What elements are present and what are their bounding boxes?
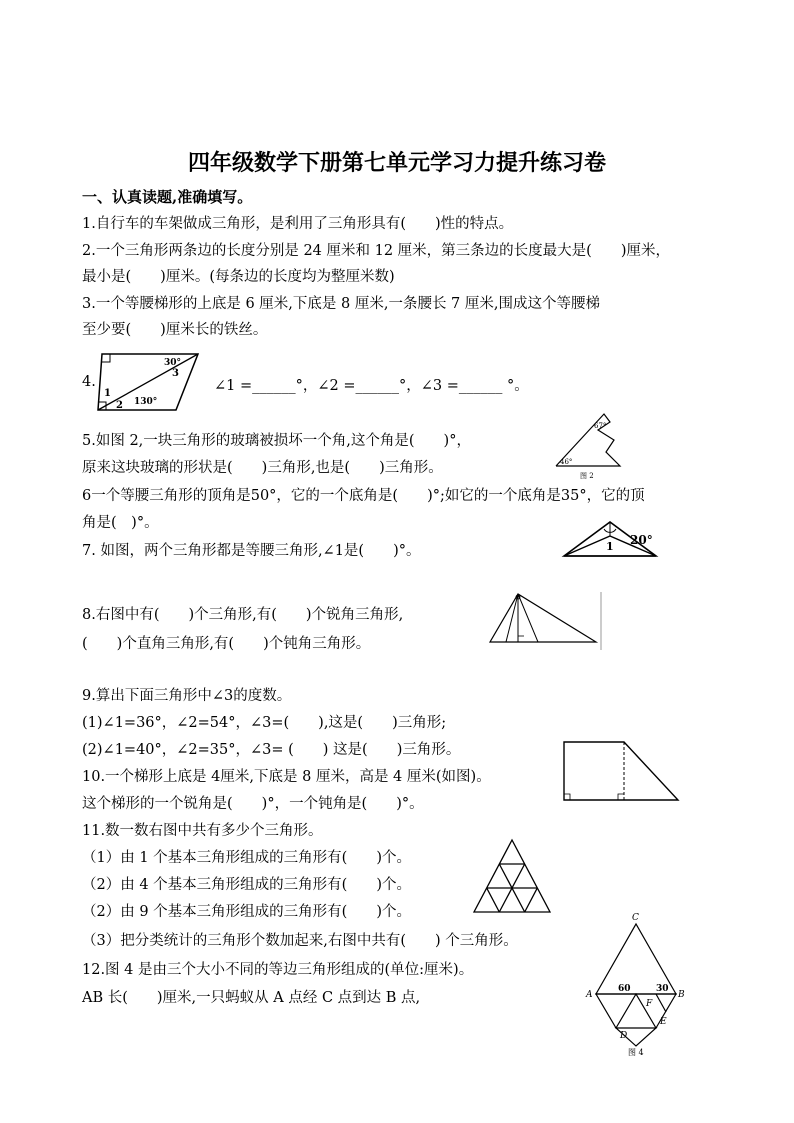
question-11-part2: （2）由 4 个基本三角形组成的三角形有( )个。 — [82, 877, 411, 893]
question-3-line2: 至少要( )厘米长的铁丝。 — [82, 322, 268, 338]
angle-1-label: 1 — [606, 540, 614, 553]
question-9-part1: (1)∠1=36°，∠2=54°，∠3=( ),这是( )三角形; — [82, 715, 447, 731]
question-7: 7. 如图，两个三角形都是等腰三角形,∠1是( )°。 — [82, 543, 421, 559]
page-title: 四年级数学下册第七单元学习力提升练习卷 — [187, 150, 606, 176]
figure-q4-parallelogram — [94, 350, 204, 416]
question-11: 11.数一数右图中共有多少个三角形。 — [82, 823, 323, 839]
question-9: 9.算出下面三角形中∠3的度数。 — [82, 688, 292, 704]
figure-2-caption: 图 2 — [580, 472, 594, 480]
question-11-part4: （3）把分类统计的三角形个数加起来,右图中共有( ) 个三角形。 — [82, 933, 518, 949]
point-c-label: C — [632, 913, 639, 923]
angle-67-label: 67° — [594, 422, 607, 430]
angle-3-label: 3 — [172, 368, 179, 379]
question-4-number: 4. — [82, 374, 96, 390]
question-8-line1: 8.右图中有( )个三角形,有( )个锐角三角形, — [82, 607, 404, 623]
length-60-label: 60 — [618, 984, 631, 994]
question-4-blanks: ∠1 =______°，∠2 =______°，∠3 =______ °。 — [214, 378, 529, 394]
angle-2-label: 2 — [116, 400, 123, 411]
section-heading: 一、认真读题,准确填写。 — [82, 188, 253, 206]
question-2-line2: 最小是( )厘米。(每条边的长度均为整厘米数) — [82, 269, 395, 285]
point-e-label: E — [660, 1017, 667, 1027]
point-f-label: F — [646, 999, 653, 1009]
question-3-line1: 3.一个等腰梯形的上底是 6 厘米,下底是 8 厘米,一条腰长 7 厘米,围成这个等腰梯 — [82, 296, 600, 312]
angle-1-label: 1 — [104, 388, 111, 399]
point-a-label: A — [586, 990, 593, 1000]
question-12-line1: 12.图 4 是由三个大小不同的等边三角形组成的(单位:厘米)。 — [82, 962, 474, 978]
question-9-part2: (2)∠1=40°，∠2=35°，∠3= ( ) 这是( )三角形。 — [82, 742, 461, 758]
question-11-part1: （1）由 1 个基本三角形组成的三角形有( )个。 — [82, 850, 411, 866]
question-6-line2: 角是( )°。 — [82, 515, 159, 531]
question-6-line1: 6一个等腰三角形的顶角是50°，它的一个底角是( )°;如它的一个底角是35°，它的顶 — [82, 488, 645, 504]
figure-q8-triangles — [486, 590, 604, 652]
point-d-label: D — [620, 1031, 628, 1041]
figure-q12-equilateral-triangles — [580, 908, 692, 1058]
angle-130-label: 130° — [134, 397, 158, 407]
question-1: 1.自行车的车架做成三角形，是利用了三角形具有( )性的特点。 — [82, 216, 514, 232]
question-12-line2: AB 长( )厘米,一只蚂蚁从 A 点经 C 点到达 B 点, — [82, 990, 421, 1006]
point-b-label: B — [678, 990, 685, 1000]
figure-q10-trapezoid — [560, 738, 682, 804]
angle-46-label: 46° — [560, 458, 573, 466]
figure-4-caption: 图 4 — [628, 1048, 644, 1057]
question-5-line1: 5.如图 2,一块三角形的玻璃被损坏一个角,这个角是( )°， — [82, 433, 471, 449]
question-10-line1: 10.一个梯形上底是 4厘米,下底是 8 厘米，高是 4 厘米(如图)。 — [82, 769, 491, 785]
question-8-line2: ( )个直角三角形,有( )个钝角三角形。 — [82, 636, 371, 652]
question-5-line2: 原来这块玻璃的形状是( )三角形,也是( )三角形。 — [82, 460, 443, 476]
angle-30-label: 30° — [164, 358, 182, 368]
question-10-line2: 这个梯形的一个锐角是( )°，一个钝角是( )°。 — [82, 796, 424, 812]
figure-q7-isosceles-triangles — [560, 516, 660, 562]
question-2-line1: 2.一个三角形两条边的长度分别是 24 厘米和 12 厘米，第三条边的长度最大是( )厘米， — [82, 243, 670, 259]
length-30-label: 30 — [656, 984, 669, 994]
figure-q11-triangle-grid — [470, 836, 554, 916]
figure-q5-broken-triangle — [552, 408, 628, 480]
question-11-part3: （2）由 9 个基本三角形组成的三角形有( )个。 — [82, 904, 411, 920]
angle-20-label: 20° — [630, 533, 653, 547]
